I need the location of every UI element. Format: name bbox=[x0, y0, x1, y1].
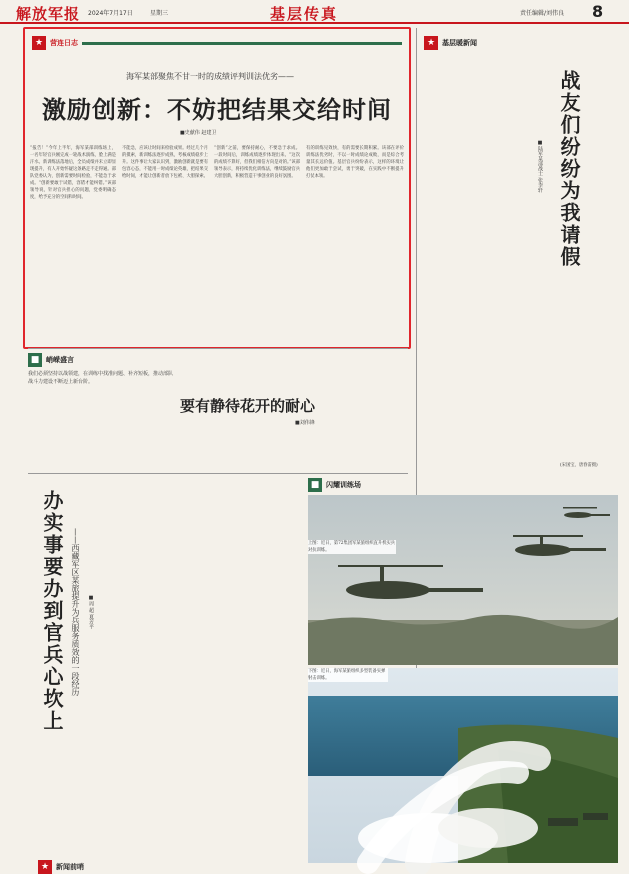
right-story-text bbox=[424, 55, 528, 345]
story-kicker: 海军某部聚焦不甘一时的成绩评判训法优劣—— bbox=[126, 72, 294, 81]
interview-label: 峭嵘盛言 bbox=[46, 356, 74, 364]
sub-byline: ■刘伟锋 bbox=[295, 420, 315, 426]
caption-bottom: 下图：近日，海军某旅组织多型装备实弹射击训练。 bbox=[308, 668, 388, 682]
column-label: 营连日志 bbox=[50, 39, 78, 47]
story-byline: ■史献伟 赵建卫 bbox=[180, 130, 217, 136]
right-story-text-2 bbox=[508, 340, 618, 460]
photo-credit: (宋国宝、唐春雷摄) bbox=[560, 463, 598, 468]
column-tag-interview bbox=[28, 353, 108, 367]
bottom-headline: 办实事要办到官兵心坎上 bbox=[40, 490, 64, 732]
right-column-label: 基层暖新闻 bbox=[442, 39, 477, 47]
column-tag-news bbox=[38, 860, 118, 874]
star-icon: ★ bbox=[32, 36, 46, 50]
masthead bbox=[0, 0, 629, 24]
column-tag-right bbox=[424, 36, 614, 50]
newspaper-logo: 解放军报 bbox=[16, 5, 81, 23]
star-icon: ★ bbox=[38, 860, 52, 874]
right-headline: 战友们纷纷为我请假 bbox=[557, 70, 581, 268]
story-column-1: “报告！”今年上半年，海军某部训练场上，一名年轻官兵刚完成一轮战术演练，脸上满是汗水。新训练法落地后，全员成绩并未立即显现提升，有人开始怀疑这条路走不走得通。部队党委认为，创新需要时间检验，不能急于求成。“创新要敢于试错，容错才能纠错。”该部领导说，针对官兵担心的问题，党委明确态度，给予充分的空间和时间。 bbox=[30, 146, 116, 200]
missile-photo bbox=[308, 668, 618, 863]
section-title: 基层传真 bbox=[270, 5, 339, 23]
caption-top: 上图：近日，第72集团军某旅组织直升机实兵对抗训练。 bbox=[308, 541, 396, 553]
helicopter-scene bbox=[308, 495, 618, 665]
bottom-subline: ——西藏军区某旅提升为兵服务质效的一段经历 bbox=[71, 528, 80, 696]
right-byline: ■陆军某部战士 张李轩 bbox=[537, 140, 543, 193]
issue-weekday: 星期三 bbox=[150, 10, 169, 17]
sub-column-text bbox=[28, 430, 408, 470]
square-icon: ■ bbox=[28, 353, 42, 367]
square-icon: ■ bbox=[308, 478, 322, 492]
story-column-4: 有的训练见效快，有的需要长期积累。该部在评价训练法优劣时，不以一时成绩论成败，而是综合考量其长远价值。基层官兵纷纷表示，这样的环境让他们更加敢于尝试，勇于突破，在实践中不断提升打仗本领。 bbox=[306, 146, 404, 179]
divider bbox=[82, 42, 402, 45]
column-tag-main bbox=[32, 36, 402, 50]
bottom-byline: ■周 超 夏芳平 bbox=[88, 595, 94, 630]
page-number: 8 bbox=[592, 2, 604, 21]
story-column-2: 不能急，应该让时间来检验成果。经过几个月的摸索，新训练法逐步成熟，考核成绩稳步上升。这件事让大家认识到，激励创新就是要有包容心态，不能用一时成绩论英雄，把结果交给时间，才能让创新者放下包袱、大胆探索。 bbox=[122, 146, 208, 179]
bottom-story-col-1 bbox=[100, 478, 200, 828]
story-column-3: “创新”之前，要保持耐心，不要急于求成。一段时间后，训练成绩逐步体现出来。“这次的成绩不算好，但我们相信方向是对的。”该部领导表示，将持续优化训练法，继续鼓励官兵大胆创新，积极营造干事创业的良好氛围。 bbox=[214, 146, 300, 179]
divider bbox=[28, 473, 408, 474]
column-tag-photo bbox=[308, 478, 418, 492]
bottom-story-col-2 bbox=[204, 478, 304, 828]
interview-text: 我们必须坚持以战领建，在训练中找准问题、补齐短板，推动部队战斗力建设不断迈上新台阶。 bbox=[28, 371, 174, 385]
sub-headline: 要有静待花开的耐心 bbox=[180, 397, 316, 415]
photo-label: 闪耀训练场 bbox=[326, 481, 361, 489]
issue-date: 2024年7月17日 bbox=[88, 10, 133, 17]
helicopter-photo bbox=[308, 495, 618, 665]
story-headline: 激励创新：不妨把结果交给时间 bbox=[42, 96, 392, 124]
star-icon: ★ bbox=[424, 36, 438, 50]
divider bbox=[28, 348, 408, 349]
editor-credit: 责任编辑/刘伟良 bbox=[520, 10, 565, 17]
news-label: 新闻前哨 bbox=[56, 863, 84, 871]
missile-launch-scene bbox=[308, 668, 618, 863]
